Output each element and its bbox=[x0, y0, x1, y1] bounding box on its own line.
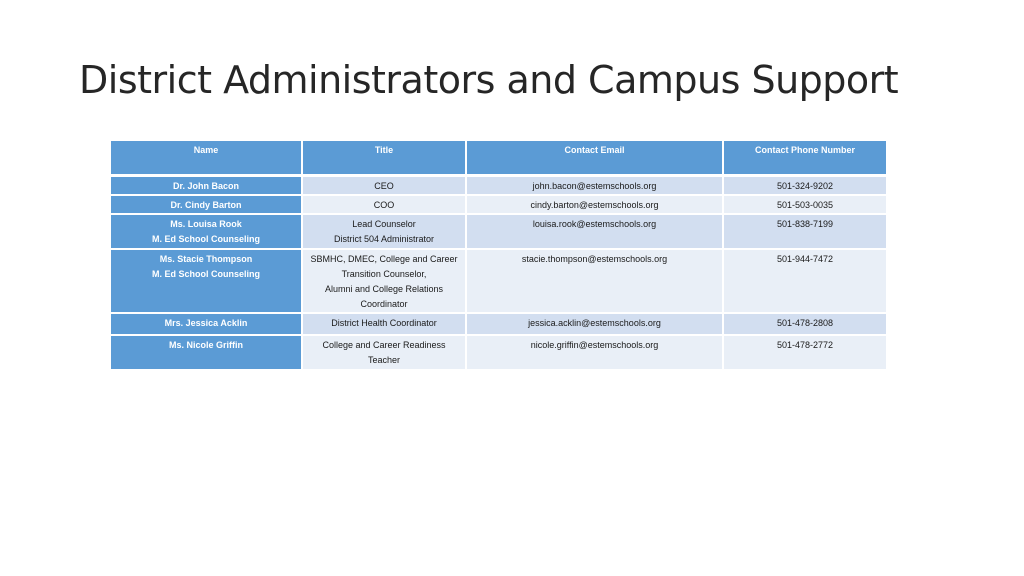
title-cell bbox=[302, 175, 466, 195]
table-row bbox=[111, 175, 886, 195]
job-title-line: Coordinator bbox=[360, 298, 408, 309]
job-title-line: Transition Counselor, bbox=[341, 268, 427, 279]
contact-email: louisa.rook@estemschools.org bbox=[532, 218, 657, 229]
contact-email: stacie.thompson@estemschools.org bbox=[521, 253, 668, 264]
title-cell bbox=[302, 214, 466, 249]
job-title: SBMHC, DMEC, College and Career bbox=[310, 253, 458, 264]
name-cell bbox=[111, 214, 302, 249]
header-name: Name bbox=[111, 141, 302, 175]
job-title: District Health Coordinator bbox=[331, 317, 437, 328]
slide-title: District Administrators and Campus Support bbox=[79, 58, 899, 102]
staff-directory-table bbox=[111, 141, 886, 371]
contact-email: cindy.barton@estemschools.org bbox=[530, 199, 659, 210]
title-cell bbox=[302, 195, 466, 214]
phone-cell bbox=[723, 335, 886, 370]
title-cell bbox=[302, 335, 466, 370]
phone-cell bbox=[723, 175, 886, 195]
title-cell bbox=[302, 313, 466, 335]
contact-email: john.bacon@estemschools.org bbox=[532, 180, 657, 191]
job-title-line: Alumni and College Relations bbox=[324, 283, 444, 294]
person-name: Dr. Cindy Barton bbox=[170, 199, 242, 210]
contact-phone: 501-503-0035 bbox=[776, 199, 834, 210]
email-cell bbox=[466, 214, 723, 249]
phone-cell bbox=[723, 214, 886, 249]
header-contact-phone: Contact Phone Number bbox=[723, 141, 886, 175]
job-title: Lead Counselor bbox=[352, 218, 416, 229]
phone-cell bbox=[723, 249, 886, 313]
person-name: Mrs. Jessica Acklin bbox=[164, 317, 248, 328]
table-row bbox=[111, 313, 886, 335]
name-cell bbox=[111, 195, 302, 214]
header-title: Title bbox=[302, 141, 466, 175]
person-credential: M. Ed School Counseling bbox=[152, 233, 260, 244]
table-row bbox=[111, 249, 886, 313]
contact-email: nicole.griffin@estemschools.org bbox=[530, 339, 659, 350]
name-cell bbox=[111, 313, 302, 335]
email-cell bbox=[466, 313, 723, 335]
contact-phone: 501-838-7199 bbox=[776, 218, 834, 229]
job-title: College and Career Readiness bbox=[322, 339, 446, 350]
contact-phone: 501-324-9202 bbox=[776, 180, 834, 191]
phone-cell bbox=[723, 195, 886, 214]
contact-email: jessica.acklin@estemschools.org bbox=[528, 317, 661, 328]
person-name: Ms. Louisa Rook bbox=[170, 218, 242, 229]
email-cell bbox=[466, 175, 723, 195]
email-cell bbox=[466, 335, 723, 370]
job-title-line: District 504 Administrator bbox=[333, 233, 435, 244]
contact-phone: 501-944-7472 bbox=[776, 253, 834, 264]
job-title-line: Teacher bbox=[367, 354, 401, 365]
job-title: CEO bbox=[374, 180, 394, 191]
email-cell bbox=[466, 195, 723, 214]
email-cell bbox=[466, 249, 723, 313]
job-title: COO bbox=[373, 199, 395, 210]
name-cell bbox=[111, 335, 302, 370]
person-name: Ms. Stacie Thompson bbox=[159, 253, 253, 264]
header-contact-email: Contact Email bbox=[466, 141, 723, 175]
name-cell bbox=[111, 175, 302, 195]
table-row bbox=[111, 195, 886, 214]
contact-phone: 501-478-2808 bbox=[776, 317, 834, 328]
title-cell bbox=[302, 249, 466, 313]
person-name: Dr. John Bacon bbox=[172, 180, 239, 191]
table-header-row bbox=[111, 141, 886, 175]
name-cell bbox=[111, 249, 302, 313]
phone-cell bbox=[723, 313, 886, 335]
contact-phone: 501-478-2772 bbox=[776, 339, 834, 350]
person-credential: M. Ed School Counseling bbox=[152, 268, 260, 279]
table-row bbox=[111, 335, 886, 370]
table-row bbox=[111, 214, 886, 249]
person-name: Ms. Nicole Griffin bbox=[168, 339, 243, 350]
